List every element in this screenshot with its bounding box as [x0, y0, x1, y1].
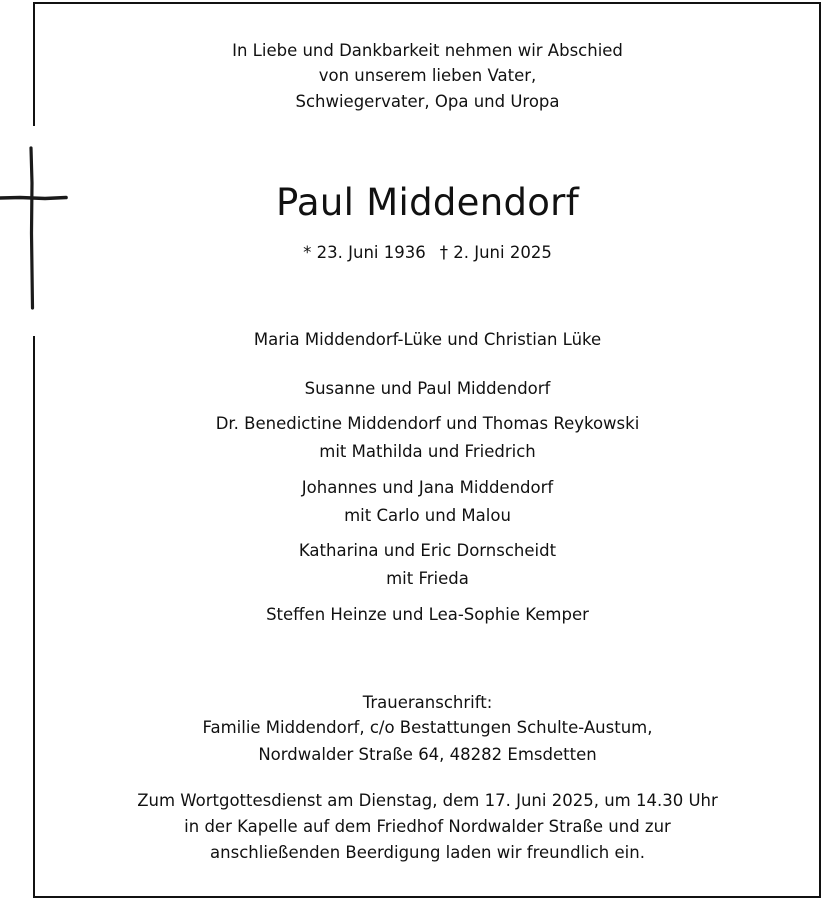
death-date: † 2. Juni 2025 — [439, 243, 552, 262]
mourner-line: mit Carlo und Malou — [344, 506, 511, 525]
intro-line: Schwiegervater, Opa und Uropa — [295, 92, 560, 111]
service-line: in der Kapelle auf dem Friedhof Nordwalder Straße und zur — [184, 817, 671, 836]
address-line: Familie Middendorf, c/o Bestattungen Schulte-Austum, — [202, 718, 653, 737]
mourner-line: mit Mathilda und Friedrich — [319, 442, 536, 461]
intro-line: von unserem lieben Vater, — [318, 66, 537, 85]
deceased-name: Paul Middendorf — [275, 181, 580, 224]
intro-line: In Liebe und Dankbarkeit nehmen wir Abschied — [232, 41, 623, 60]
border-bottom — [33, 896, 821, 898]
mourner-line: Johannes und Jana Middendorf — [301, 478, 554, 497]
service-line: anschließenden Beerdigung laden wir freundlich ein. — [210, 843, 645, 862]
address-heading: Traueranschrift: — [362, 693, 493, 712]
birth-date: * 23. Juni 1936 — [303, 243, 426, 262]
mourner-line: Katharina und Eric Dornscheidt — [298, 541, 557, 560]
cross-icon — [0, 143, 70, 313]
mourner-line: Maria Middendorf-Lüke und Christian Lüke — [253, 330, 602, 349]
mourner-line: Steffen Heinze und Lea-Sophie Kemper — [266, 605, 589, 624]
mourner-line: Susanne und Paul Middendorf — [304, 379, 551, 398]
service-line: Zum Wortgottesdienst am Dienstag, dem 17. Juni 2025, um 14.30 Uhr — [137, 791, 718, 810]
mourner-line: Dr. Benedictine Middendorf und Thomas Reykowski — [215, 414, 640, 433]
border-top — [33, 2, 821, 4]
mourner-line: mit Frieda — [386, 569, 469, 588]
address-line: Nordwalder Straße 64, 48282 Emsdetten — [258, 745, 597, 764]
life-dates — [34, 243, 821, 263]
